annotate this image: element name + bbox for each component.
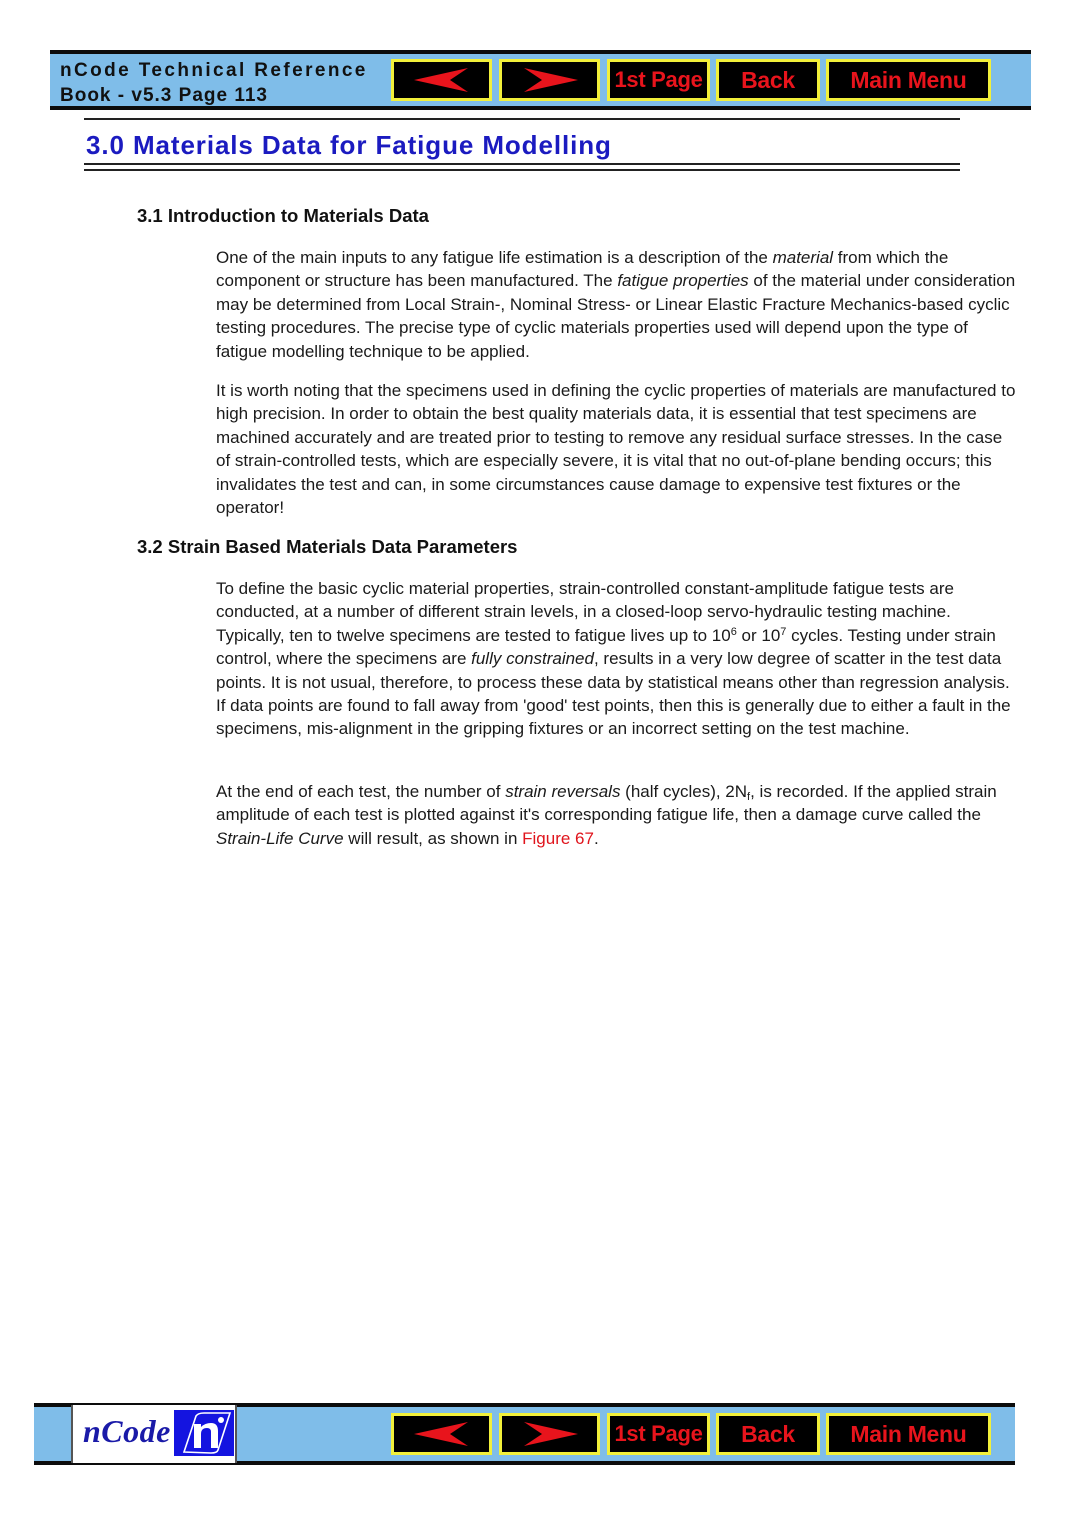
text-run: will result, as shown in xyxy=(343,828,523,848)
footer-nav-bar xyxy=(34,1403,1015,1465)
emphasis-strain-reversals: strain reversals xyxy=(505,782,621,801)
text-run: , results in a very low degree of scatter in the test data points. It is not usual, therefore, to process these data by statistical means other than regression analysis. If data points are found to fall away from 'good' test points, then this is generally due to either a fault in the specimens, mis-alignment in the gripping fixtures or an incorrect setting on the test machine. xyxy=(216,649,1011,739)
right-arrow-icon xyxy=(520,67,580,93)
paragraph-intro-2 xyxy=(216,379,1016,519)
ncode-logo-mark-icon xyxy=(174,1410,234,1456)
figure-67-link[interactable]: Figure 67 xyxy=(522,828,594,848)
book-info xyxy=(60,58,368,108)
book-title: nCode Technical Reference xyxy=(60,60,368,81)
footer-first-page-button[interactable]: 1st Page xyxy=(607,1413,710,1455)
header-nav-bar xyxy=(50,50,1031,110)
text-run: One of the main inputs to any fatigue life estimation is a description of the xyxy=(216,248,773,267)
first-page-button[interactable]: 1st Page xyxy=(607,59,710,101)
previous-page-button[interactable] xyxy=(391,59,492,101)
emphasis-strain-life-curve: Strain-Life Curve xyxy=(216,828,344,848)
next-page-button[interactable] xyxy=(499,59,600,101)
footer-next-page-button[interactable] xyxy=(499,1413,600,1455)
right-arrow-icon xyxy=(520,1421,580,1447)
main-menu-button[interactable]: Main Menu xyxy=(826,59,991,101)
text-run: To define the basic cyclic material properties, strain-controlled constant-amplitude fatigue tests are conducted, at a number of different strain levels, in a closed-loop servo-hydraulic testing machine. Typically, ten to twelve specimens are tested to fatigue lives up to 10 xyxy=(216,579,954,645)
left-arrow-icon xyxy=(412,1421,472,1447)
emphasis-material: material xyxy=(772,248,834,267)
text-run: It is worth noting that the specimens used in defining the cyclic properties of materials are manufactured to high precision. In order to obtain the best quality materials data, it is essential that test specimens are machined accurately and are treated prior to testing to remove any residual surface stresses. In the case of strain-controlled tests, which are especially severe, it is vital that no out-of-plane bending occurs; this invalidates the test and can, in some circumstances cause damage to expensive test fixtures or the operator! xyxy=(216,381,1016,518)
section-heading-3-1: 3.1 Introduction to Materials Data xyxy=(137,205,429,226)
footer-back-button[interactable]: Back xyxy=(716,1413,820,1455)
book-version-page: Book - v5.3 Page 113 xyxy=(60,85,268,106)
text-run: or 10 xyxy=(736,625,781,645)
title-rule-top xyxy=(84,118,960,120)
emphasis-fully-constrained: fully constrained xyxy=(471,649,594,669)
text-run: cycles. Testing under strain control, where the specimens are xyxy=(216,625,996,669)
title-rule-bottom-double xyxy=(84,169,960,171)
superscript-exponent: 7 xyxy=(780,625,787,638)
footer-main-menu-button[interactable]: Main Menu xyxy=(826,1413,991,1455)
footer-previous-page-button[interactable] xyxy=(391,1413,492,1455)
paragraph-strain-1 xyxy=(216,577,1016,741)
text-run: from which the component or structure has been manufactured. The xyxy=(216,248,949,291)
superscript-exponent: 6 xyxy=(730,625,737,638)
ncode-logo xyxy=(71,1405,237,1463)
logo-text: nCode xyxy=(83,1413,171,1449)
left-arrow-icon xyxy=(412,67,472,93)
text-run: (half cycles), 2N xyxy=(620,782,748,801)
back-button[interactable]: Back xyxy=(716,59,820,101)
text-run: of the material under consideration may be determined from Local Strain-, Nominal Stress- or Linear Elastic Fracture Mechanics-based cyclic testing procedures. The precise type of cyclic materials properties used will depend upon the type of fatigue modelling technique to be applied. xyxy=(216,271,1016,361)
subscript-f: f xyxy=(747,791,751,803)
text-run: At the end of each test, the number of xyxy=(216,782,506,801)
emphasis-fatigue-properties: fatigue properties xyxy=(617,271,749,291)
text-run: . xyxy=(593,828,599,848)
paragraph-strain-2 xyxy=(216,780,1016,850)
paragraph-intro-1 xyxy=(216,246,1016,363)
section-heading-3-2: 3.2 Strain Based Materials Data Parameters xyxy=(137,536,518,557)
title-rule-bottom xyxy=(84,163,960,165)
text-run: , is recorded. If the applied strain amplitude of each test is plotted against it's corresponding fatigue life, then a damage curve called the xyxy=(216,782,997,825)
page-title: 3.0 Materials Data for Fatigue Modelling xyxy=(86,130,612,160)
